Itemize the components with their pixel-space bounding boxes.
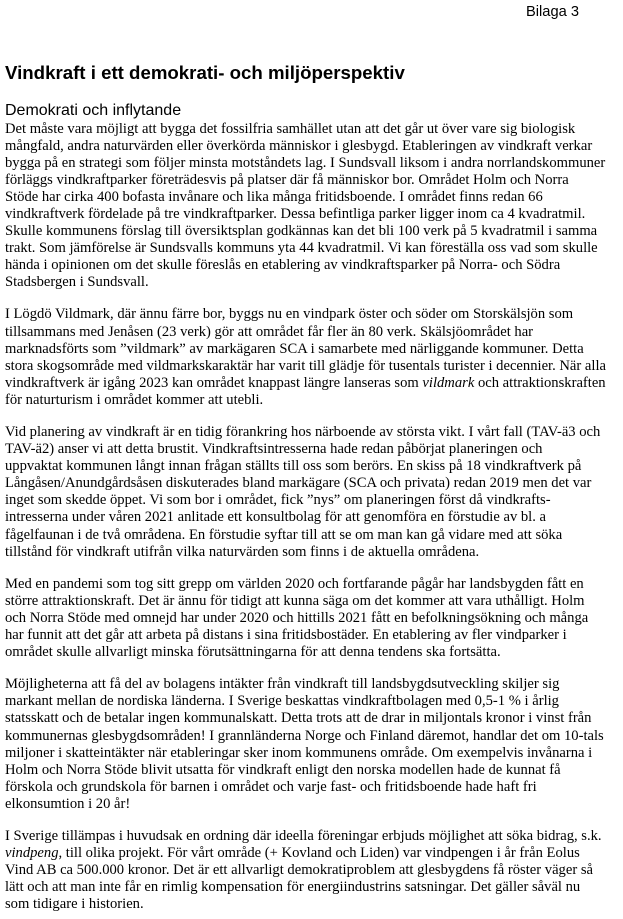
text-line: Långåsen/Anundgårdsåsen diskuterades bland markägare (SCA och privata) redan 2019 men det var [5,475,592,492]
text-line: elkonsumtion i 20 år! [5,795,131,812]
text-line: lätt och att man inte får en rimlig kompensation för energiindustrins satsningar. Det gäller såväl nu [5,879,581,896]
text-line: Stöde har cirka 400 bofasta invånare och lika många fritidsboende. I området finns redan 66 [5,188,543,205]
text-line: för naturturism i området kommer att utebli. [5,391,264,408]
text-line: trakt. Som jämförelse är Sundsvalls kommuns yta 44 kvadratmil. Vi kan föreställa oss vad som skulle [5,240,598,257]
text-line: förskola och grundskola för barnen i området och varje fast- och fritidsboende hade haft fri [5,778,537,795]
body-paragraph [5,306,617,409]
emphasized-word: vindpeng [5,845,59,862]
body-paragraph [5,576,617,661]
text-line: större attraktionskraft. Det är ännu för tidigt att kunna säga om det kommer att vara uthålligt. Holm [5,592,585,609]
text-line: stora skogsområde med vildmarkskaraktär har varit till glädje för tusentals turister i decennier. När alla [5,357,606,374]
body-paragraph [5,121,617,292]
text-line: kommunernas glesbygdsområden! I grannländerna Norge och Finland däremot, handlar det om 10-tals [5,727,604,744]
body-paragraph [5,828,617,913]
text-line: tillstånd för vindkraft utifrån vilka naturvärden som finns i de aktuella områdena. [5,543,480,560]
text-line: inget som skedde öppet. Vi som bor i området, fick ”nys” om planeringen först då vindkrafts- [5,492,551,509]
text-line: TAV-ä2) anser vi att detta brustit. Vindkraftsintresserna hade redan påbörjat planeringen och [5,441,543,458]
text-line: uppvaktat kommunen långt innan frågan ställts till oss som berörs. En skiss på 18 vindkraftverk på [5,458,582,475]
text-line: Vind AB ca 500.000 kronor. Det är ett allvarligt demokratiproblem att glesbygdens få röster väger så [5,862,593,879]
document-title: Vindkraft i ett demokrati- och miljöperspektiv [5,62,405,83]
text-line: Det måste vara möjligt att bygga det fossilfria samhället utan att det går ut över vare sig biologisk [5,120,576,137]
text-line: miljoner i skatteintäkter när etableringar sker inom kommunens område. Om exempelvis invånarna i [5,744,593,761]
text-line: Holm och Norra Stöde blivit utsatta för vindkraft enligt den norska modellen hade de kunnat få [5,761,561,778]
text-line: marknadsförts som ”vildmark” av markägaren SCA i samarbete med närliggande kommuner. Detta [5,340,584,357]
text-line: Med en pandemi som tog sitt grepp om världen 2020 och fortfarande pågår har landsbygden fått en [5,575,584,592]
document-body [5,121,617,914]
text-line: markant mellan de nordiska länderna. I Sverige beskattas vindkraftbolagen med 0,5-1 % i årlig [5,693,559,710]
text-line: tillsammans med Jenåsen (23 verk) gör att området får fler än 80 verk. Skälsjöområdet har [5,323,534,340]
attachment-label: Bilaga 3 [526,4,579,20]
text-line: som tidigare i historien. [5,896,144,913]
text-line: I Sverige tillämpas i huvudsak en ordning där ideella föreningar erbjuds möjlighet att söka bidrag, s.k. [5,827,602,844]
line-text: och attraktionskraften [474,374,606,391]
text-line: hända i opinionen om det skulle föreslås en etablering av vindkraftsparker på Norra- och Södra [5,257,561,274]
text-line: intresserna under våren 2021 anlitade ett konsultbolag för att genomföra en förstudie av bl. a [5,509,547,526]
text-line: förläggs vindkraftparker företrädesvis på platser där få människor bor. Området Holm och Norra [5,171,569,188]
text-line: området skulle allvarligt minska förutsättningarna för att denna tendens ska fortsätta. [5,644,501,661]
section-heading: Demokrati och inflytande [5,101,182,119]
text-line [5,375,617,392]
text-line: Möjligheterna att få del av bolagens intäkter från vindkraft till landsbygdsutveckling skiljer sig [5,676,560,693]
body-paragraph [5,424,617,561]
text-line [5,845,617,862]
body-paragraph [5,676,617,813]
line-text: vindkraftverk är igång 2023 kan området knappast längre lanseras som [5,374,423,391]
text-line: I Lögdö Vildmark, där ännu färre bor, byggs nu en vindpark öster och söder om Storskälsjön som [5,306,574,323]
text-line: fågelfaunan i de två områdena. En förstudie syftar till att se om man kan gå vidare med att söka [5,526,563,543]
line-text: , till olika projekt. För vårt område (+ Kovland och Liden) var vindpengen i år från Eolus [58,845,580,862]
text-line: och Norra Stöde med omnejd har under 2020 och hittills 2021 fått en befolkningsökning och många [5,609,589,626]
text-line: har funnit att det går att arbeta på distans i sina fritidsbostäder. En etablering av fler vindparker i [5,627,567,644]
text-line: vindkraftverk fördelade på tre vindkraftparker. Dessa befintliga parker ligger inom ca 4 kvadratmil. [5,205,586,222]
text-line: mångfald, andra naturvärden eller överkörda människor i glesbygd. Etableringen av vindkraft verkar [5,137,593,154]
text-line: Skulle kommunens förslag till översiktsplan godkännas kan det bli 100 verk på 5 kvadratmil i samma [5,223,598,240]
text-line: Vid planering av vindkraft är en tidig förankring hos närboende av största vikt. I vårt fall (TAV-ä3 och [5,424,601,440]
text-line: bygga på en strategi som följer minsta motståndets lag. I Sundsvall liksom i andra norrlandskommuner [5,154,606,171]
emphasized-word: vildmark [422,374,475,391]
text-line: Stadsbergen i Sundsvall. [5,274,149,291]
text-line: statsskatt och de betalar ingen kommunalskatt. Detta trots att de drar in miljontals kronor i vinst från [5,710,592,727]
